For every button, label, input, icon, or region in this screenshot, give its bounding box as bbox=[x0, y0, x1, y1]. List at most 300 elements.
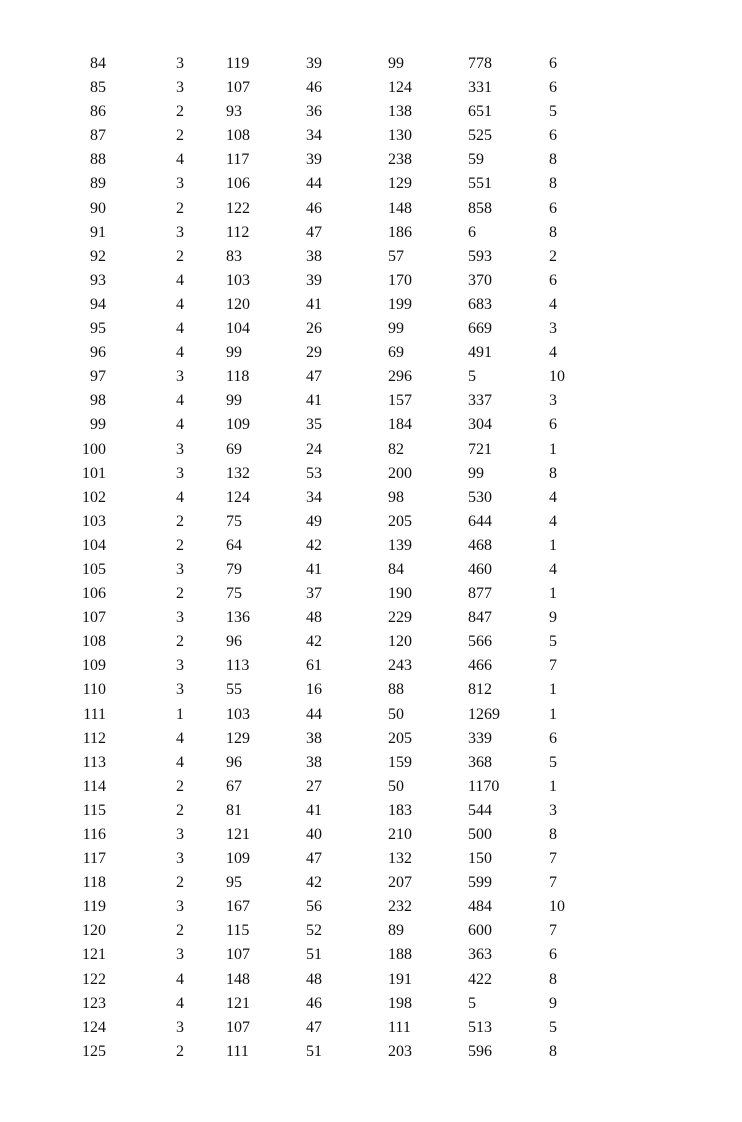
table-cell: 4 bbox=[176, 320, 184, 338]
table-cell: 232 bbox=[388, 898, 412, 916]
table-cell: 339 bbox=[468, 729, 492, 747]
table-cell: 24 bbox=[306, 440, 322, 458]
table-row bbox=[0, 293, 742, 317]
row-id-cell: 116 bbox=[82, 826, 106, 843]
table-row bbox=[0, 1040, 742, 1064]
table-cell: 4 bbox=[549, 560, 557, 578]
table-cell: 198 bbox=[388, 994, 412, 1012]
table-cell: 296 bbox=[388, 368, 412, 386]
table-row bbox=[0, 847, 742, 871]
table-row bbox=[0, 727, 742, 751]
table-cell: 44 bbox=[306, 175, 322, 193]
table-cell: 129 bbox=[226, 729, 250, 747]
table-cell: 5 bbox=[468, 994, 476, 1012]
table-row bbox=[0, 992, 742, 1016]
table-row bbox=[0, 148, 742, 172]
table-cell: 3 bbox=[176, 826, 184, 843]
table-cell: 96 bbox=[226, 633, 242, 651]
table-cell: 83 bbox=[226, 247, 242, 265]
table-cell: 183 bbox=[388, 801, 412, 819]
table-cell: 35 bbox=[306, 416, 322, 434]
table-cell: 99 bbox=[468, 464, 484, 482]
table-cell: 93 bbox=[226, 103, 242, 121]
table-cell: 600 bbox=[468, 922, 492, 940]
table-cell: 79 bbox=[226, 560, 242, 578]
row-id-cell: 102 bbox=[82, 488, 106, 506]
table-row bbox=[0, 654, 742, 678]
table-cell: 3 bbox=[176, 850, 184, 868]
table-cell: 53 bbox=[306, 464, 322, 482]
table-cell: 104 bbox=[226, 320, 250, 338]
table-cell: 61 bbox=[306, 657, 322, 675]
table-cell: 1 bbox=[176, 705, 184, 723]
table-cell: 55 bbox=[226, 681, 242, 699]
table-row bbox=[0, 751, 742, 775]
table-cell: 4 bbox=[176, 271, 184, 289]
table-cell: 121 bbox=[226, 994, 250, 1012]
row-id-cell: 100 bbox=[82, 440, 106, 458]
row-id-cell: 89 bbox=[90, 175, 106, 193]
table-row bbox=[0, 630, 742, 654]
table-cell: 8 bbox=[549, 826, 557, 843]
table-cell: 6 bbox=[549, 946, 557, 964]
table-cell: 4 bbox=[549, 344, 557, 362]
table-cell: 3 bbox=[176, 657, 184, 675]
table-cell: 117 bbox=[226, 151, 250, 169]
table-cell: 683 bbox=[468, 295, 492, 313]
row-id-cell: 96 bbox=[90, 344, 106, 362]
table-cell: 3 bbox=[176, 175, 184, 193]
table-cell: 3 bbox=[176, 681, 184, 699]
table-cell: 5 bbox=[549, 1018, 557, 1036]
table-cell: 210 bbox=[388, 826, 412, 843]
table-row bbox=[0, 341, 742, 365]
table-cell: 3 bbox=[176, 1018, 184, 1036]
table-cell: 184 bbox=[388, 416, 412, 434]
row-id-cell: 84 bbox=[90, 55, 106, 72]
table-cell: 39 bbox=[306, 271, 322, 289]
table-cell: 238 bbox=[388, 151, 412, 169]
table-cell: 41 bbox=[306, 801, 322, 819]
row-id-cell: 93 bbox=[90, 271, 106, 289]
table-cell: 7 bbox=[549, 850, 557, 868]
table-cell: 6 bbox=[549, 79, 557, 97]
table-cell: 109 bbox=[226, 416, 250, 434]
table-cell: 190 bbox=[388, 585, 412, 603]
table-cell: 3 bbox=[549, 392, 557, 410]
table-cell: 52 bbox=[306, 922, 322, 940]
table-row bbox=[0, 703, 742, 727]
table-cell: 203 bbox=[388, 1042, 412, 1060]
table-cell: 2 bbox=[176, 127, 184, 145]
table-cell: 99 bbox=[226, 344, 242, 362]
row-id-cell: 120 bbox=[82, 922, 106, 940]
table-row bbox=[0, 317, 742, 341]
table-cell: 122 bbox=[226, 199, 250, 217]
table-cell: 118 bbox=[226, 368, 250, 386]
row-id-cell: 97 bbox=[90, 368, 106, 386]
table-cell: 121 bbox=[226, 826, 250, 843]
table-row bbox=[0, 943, 742, 967]
table-cell: 599 bbox=[468, 874, 492, 892]
table-cell: 46 bbox=[306, 79, 322, 97]
table-cell: 103 bbox=[226, 705, 250, 723]
table-cell: 56 bbox=[306, 898, 322, 916]
table-cell: 3 bbox=[176, 898, 184, 916]
table-cell: 167 bbox=[226, 898, 250, 916]
table-cell: 2 bbox=[176, 103, 184, 121]
table-cell: 112 bbox=[226, 223, 250, 241]
table-cell: 115 bbox=[226, 922, 250, 940]
row-id-cell: 119 bbox=[82, 898, 106, 916]
table-cell: 48 bbox=[306, 970, 322, 988]
table-cell: 148 bbox=[388, 199, 412, 217]
table-cell: 46 bbox=[306, 199, 322, 217]
table-cell: 2 bbox=[176, 536, 184, 554]
table-cell: 124 bbox=[388, 79, 412, 97]
row-id-cell: 109 bbox=[82, 657, 106, 675]
table-row bbox=[0, 534, 742, 558]
table-cell: 6 bbox=[549, 729, 557, 747]
table-row bbox=[0, 389, 742, 413]
table-cell: 4 bbox=[549, 512, 557, 530]
table-cell: 9 bbox=[549, 609, 557, 627]
row-id-cell: 115 bbox=[82, 801, 106, 819]
row-id-cell: 113 bbox=[82, 753, 106, 771]
table-cell: 7 bbox=[549, 922, 557, 940]
table-cell: 96 bbox=[226, 753, 242, 771]
table-cell: 136 bbox=[226, 609, 250, 627]
table-row bbox=[0, 871, 742, 895]
table-cell: 8 bbox=[549, 464, 557, 482]
table-cell: 484 bbox=[468, 898, 492, 916]
table-cell: 98 bbox=[388, 488, 404, 506]
table-cell: 29 bbox=[306, 344, 322, 362]
table-cell: 3 bbox=[176, 368, 184, 386]
table-row bbox=[0, 606, 742, 630]
table-cell: 2 bbox=[176, 199, 184, 217]
table-cell: 107 bbox=[226, 79, 250, 97]
table-cell: 159 bbox=[388, 753, 412, 771]
table-cell: 75 bbox=[226, 585, 242, 603]
table-cell: 2 bbox=[176, 512, 184, 530]
table-cell: 111 bbox=[226, 1042, 249, 1060]
table-cell: 651 bbox=[468, 103, 492, 121]
row-id-cell: 108 bbox=[82, 633, 106, 651]
table-cell: 59 bbox=[468, 151, 484, 169]
table-cell: 38 bbox=[306, 247, 322, 265]
table-cell: 67 bbox=[226, 777, 242, 795]
table-row bbox=[0, 582, 742, 606]
table-cell: 38 bbox=[306, 729, 322, 747]
table-cell: 466 bbox=[468, 657, 492, 675]
table-cell: 1 bbox=[549, 440, 557, 458]
table-cell: 113 bbox=[226, 657, 250, 675]
table-cell: 7 bbox=[549, 874, 557, 892]
table-cell: 3 bbox=[176, 79, 184, 97]
table-cell: 1 bbox=[549, 536, 557, 554]
table-cell: 188 bbox=[388, 946, 412, 964]
row-id-cell: 104 bbox=[82, 536, 106, 554]
table-cell: 8 bbox=[549, 151, 557, 169]
table-row bbox=[0, 100, 742, 124]
table-cell: 111 bbox=[388, 1018, 411, 1036]
table-cell: 37 bbox=[306, 585, 322, 603]
table-row bbox=[0, 799, 742, 823]
table-cell: 119 bbox=[226, 55, 250, 72]
table-cell: 1 bbox=[549, 681, 557, 699]
table-cell: 4 bbox=[176, 392, 184, 410]
table-cell: 721 bbox=[468, 440, 492, 458]
table-cell: 1269 bbox=[468, 705, 500, 723]
table-cell: 39 bbox=[306, 151, 322, 169]
table-cell: 41 bbox=[306, 295, 322, 313]
table-row bbox=[0, 823, 742, 847]
table-cell: 331 bbox=[468, 79, 492, 97]
table-cell: 3 bbox=[176, 440, 184, 458]
row-id-cell: 101 bbox=[82, 464, 106, 482]
row-id-cell: 98 bbox=[90, 392, 106, 410]
table-cell: 370 bbox=[468, 271, 492, 289]
table-cell: 3 bbox=[176, 946, 184, 964]
row-id-cell: 92 bbox=[90, 247, 106, 265]
table-cell: 89 bbox=[388, 922, 404, 940]
table-cell: 120 bbox=[226, 295, 250, 313]
table-cell: 6 bbox=[549, 199, 557, 217]
table-cell: 16 bbox=[306, 681, 322, 699]
table-cell: 4 bbox=[176, 151, 184, 169]
table-row bbox=[0, 438, 742, 462]
table-cell: 778 bbox=[468, 55, 492, 72]
table-cell: 669 bbox=[468, 320, 492, 338]
table-cell: 51 bbox=[306, 946, 322, 964]
table-cell: 368 bbox=[468, 753, 492, 771]
table-cell: 50 bbox=[388, 777, 404, 795]
table-cell: 95 bbox=[226, 874, 242, 892]
table-cell: 847 bbox=[468, 609, 492, 627]
table-cell: 2 bbox=[176, 777, 184, 795]
row-id-cell: 85 bbox=[90, 79, 106, 97]
table-cell: 157 bbox=[388, 392, 412, 410]
table-cell: 138 bbox=[388, 103, 412, 121]
table-cell: 544 bbox=[468, 801, 492, 819]
table-cell: 41 bbox=[306, 560, 322, 578]
row-id-cell: 105 bbox=[82, 560, 106, 578]
row-id-cell: 88 bbox=[90, 151, 106, 169]
table-cell: 207 bbox=[388, 874, 412, 892]
table-cell: 50 bbox=[388, 705, 404, 723]
table-cell: 205 bbox=[388, 512, 412, 530]
table-cell: 3 bbox=[176, 560, 184, 578]
table-cell: 46 bbox=[306, 994, 322, 1012]
table-cell: 2 bbox=[176, 1042, 184, 1060]
table-cell: 47 bbox=[306, 368, 322, 386]
table-cell: 1 bbox=[549, 705, 557, 723]
table-cell: 81 bbox=[226, 801, 242, 819]
table-cell: 3 bbox=[176, 223, 184, 241]
table-row bbox=[0, 269, 742, 293]
table-cell: 148 bbox=[226, 970, 250, 988]
table-cell: 337 bbox=[468, 392, 492, 410]
table-row bbox=[0, 124, 742, 148]
table-cell: 3 bbox=[176, 464, 184, 482]
table-cell: 2 bbox=[176, 585, 184, 603]
row-id-cell: 99 bbox=[90, 416, 106, 434]
table-cell: 4 bbox=[176, 295, 184, 313]
table-cell: 6 bbox=[549, 271, 557, 289]
table-cell: 88 bbox=[388, 681, 404, 699]
table-cell: 99 bbox=[388, 55, 404, 72]
row-id-cell: 111 bbox=[83, 705, 106, 723]
table-cell: 1170 bbox=[468, 777, 500, 795]
table-cell: 42 bbox=[306, 536, 322, 554]
table-cell: 3 bbox=[176, 55, 184, 72]
table-row bbox=[0, 52, 742, 76]
table-cell: 3 bbox=[176, 609, 184, 627]
row-id-cell: 114 bbox=[82, 777, 106, 795]
table-cell: 99 bbox=[388, 320, 404, 338]
table-cell: 8 bbox=[549, 970, 557, 988]
table-cell: 10 bbox=[549, 368, 565, 386]
table-cell: 6 bbox=[549, 416, 557, 434]
table-cell: 44 bbox=[306, 705, 322, 723]
table-row bbox=[0, 486, 742, 510]
table-cell: 4 bbox=[176, 488, 184, 506]
row-id-cell: 107 bbox=[82, 609, 106, 627]
table-cell: 99 bbox=[226, 392, 242, 410]
table-cell: 9 bbox=[549, 994, 557, 1012]
table-cell: 551 bbox=[468, 175, 492, 193]
table-cell: 42 bbox=[306, 633, 322, 651]
table-cell: 108 bbox=[226, 127, 250, 145]
table-cell: 106 bbox=[226, 175, 250, 193]
table-cell: 4 bbox=[176, 344, 184, 362]
table-cell: 6 bbox=[468, 223, 476, 241]
data-table bbox=[0, 52, 742, 1064]
row-id-cell: 94 bbox=[90, 295, 106, 313]
table-cell: 69 bbox=[388, 344, 404, 362]
table-cell: 205 bbox=[388, 729, 412, 747]
table-cell: 363 bbox=[468, 946, 492, 964]
row-id-cell: 90 bbox=[90, 199, 106, 217]
row-id-cell: 86 bbox=[90, 103, 106, 121]
table-cell: 75 bbox=[226, 512, 242, 530]
table-row bbox=[0, 678, 742, 702]
table-row bbox=[0, 365, 742, 389]
row-id-cell: 91 bbox=[90, 223, 106, 241]
table-cell: 8 bbox=[549, 223, 557, 241]
table-row bbox=[0, 197, 742, 221]
table-cell: 199 bbox=[388, 295, 412, 313]
table-cell: 48 bbox=[306, 609, 322, 627]
table-row bbox=[0, 221, 742, 245]
table-cell: 229 bbox=[388, 609, 412, 627]
table-cell: 130 bbox=[388, 127, 412, 145]
table-cell: 139 bbox=[388, 536, 412, 554]
table-cell: 103 bbox=[226, 271, 250, 289]
table-cell: 5 bbox=[549, 633, 557, 651]
table-cell: 7 bbox=[549, 657, 557, 675]
row-id-cell: 124 bbox=[82, 1018, 106, 1036]
table-cell: 57 bbox=[388, 247, 404, 265]
table-cell: 132 bbox=[388, 850, 412, 868]
table-cell: 47 bbox=[306, 223, 322, 241]
row-id-cell: 123 bbox=[82, 994, 106, 1012]
table-cell: 1 bbox=[549, 585, 557, 603]
table-cell: 4 bbox=[176, 970, 184, 988]
table-cell: 2 bbox=[176, 633, 184, 651]
table-cell: 2 bbox=[549, 247, 557, 265]
table-cell: 2 bbox=[176, 922, 184, 940]
table-cell: 64 bbox=[226, 536, 242, 554]
table-cell: 4 bbox=[176, 753, 184, 771]
table-cell: 6 bbox=[549, 55, 557, 72]
row-id-cell: 125 bbox=[82, 1042, 106, 1060]
table-cell: 491 bbox=[468, 344, 492, 362]
table-cell: 566 bbox=[468, 633, 492, 651]
table-cell: 8 bbox=[549, 1042, 557, 1060]
table-cell: 51 bbox=[306, 1042, 322, 1060]
table-cell: 812 bbox=[468, 681, 492, 699]
table-cell: 10 bbox=[549, 898, 565, 916]
table-cell: 500 bbox=[468, 826, 492, 843]
table-cell: 525 bbox=[468, 127, 492, 145]
row-id-cell: 117 bbox=[82, 850, 106, 868]
table-cell: 129 bbox=[388, 175, 412, 193]
table-cell: 109 bbox=[226, 850, 250, 868]
table-cell: 2 bbox=[176, 801, 184, 819]
table-cell: 2 bbox=[176, 874, 184, 892]
table-cell: 4 bbox=[176, 416, 184, 434]
table-cell: 27 bbox=[306, 777, 322, 795]
row-id-cell: 87 bbox=[90, 127, 106, 145]
table-cell: 107 bbox=[226, 946, 250, 964]
table-cell: 200 bbox=[388, 464, 412, 482]
table-cell: 47 bbox=[306, 1018, 322, 1036]
row-id-cell: 112 bbox=[82, 729, 106, 747]
table-cell: 132 bbox=[226, 464, 250, 482]
table-cell: 69 bbox=[226, 440, 242, 458]
table-cell: 26 bbox=[306, 320, 322, 338]
table-cell: 42 bbox=[306, 874, 322, 892]
table-cell: 82 bbox=[388, 440, 404, 458]
table-cell: 6 bbox=[549, 127, 557, 145]
table-cell: 34 bbox=[306, 488, 322, 506]
table-cell: 1 bbox=[549, 777, 557, 795]
table-cell: 644 bbox=[468, 512, 492, 530]
table-cell: 513 bbox=[468, 1018, 492, 1036]
table-cell: 4 bbox=[176, 729, 184, 747]
table-cell: 5 bbox=[549, 103, 557, 121]
table-cell: 49 bbox=[306, 512, 322, 530]
table-cell: 304 bbox=[468, 416, 492, 434]
table-cell: 38 bbox=[306, 753, 322, 771]
table-row bbox=[0, 172, 742, 196]
table-cell: 47 bbox=[306, 850, 322, 868]
table-cell: 8 bbox=[549, 175, 557, 193]
table-cell: 120 bbox=[388, 633, 412, 651]
table-cell: 39 bbox=[306, 55, 322, 72]
table-cell: 858 bbox=[468, 199, 492, 217]
table-row bbox=[0, 462, 742, 486]
table-cell: 2 bbox=[176, 247, 184, 265]
table-cell: 40 bbox=[306, 826, 322, 843]
table-cell: 596 bbox=[468, 1042, 492, 1060]
table-cell: 5 bbox=[549, 753, 557, 771]
row-id-cell: 121 bbox=[82, 946, 106, 964]
table-cell: 41 bbox=[306, 392, 322, 410]
table-row bbox=[0, 1016, 742, 1040]
